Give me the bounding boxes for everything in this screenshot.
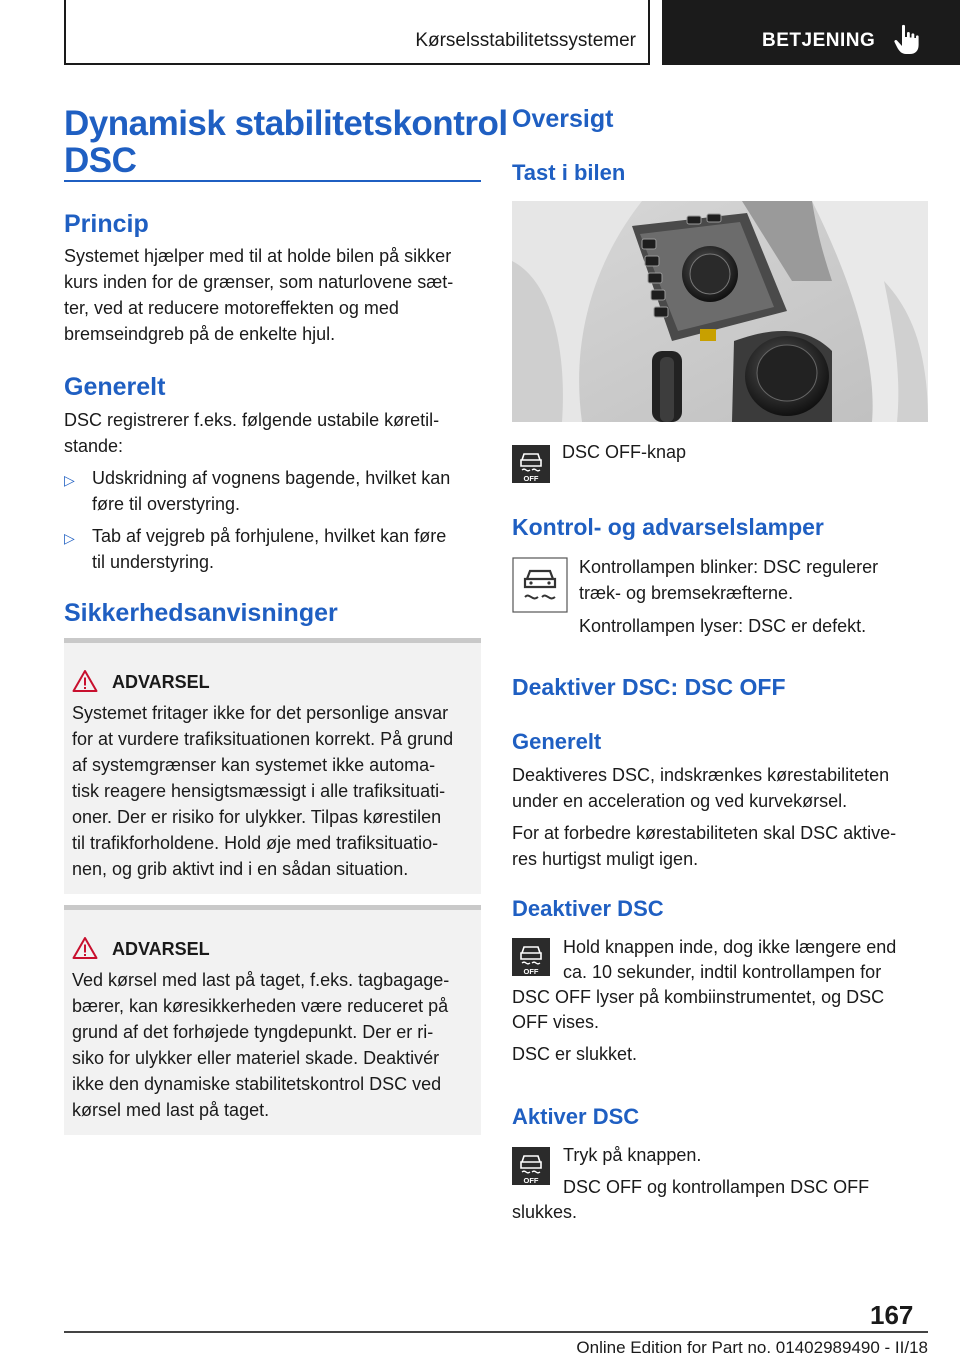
heading-princip: Princip <box>64 210 149 238</box>
generelt-right-line-4: res hurtigst muligt igen. <box>512 849 699 869</box>
warning-2-line-6: kørsel med last på taget. <box>72 1100 270 1120</box>
generelt-intro-2: stande: <box>64 436 124 456</box>
dsc-off-icon-label: OFF <box>523 1176 539 1185</box>
dsc-off-icon-label: OFF <box>523 474 539 483</box>
warning-1-line-7: nen, og grib aktivt ind i en sådan situation. <box>72 859 409 879</box>
princip-line-2: kurs inden for de grænser, som naturlovene sæt‐ <box>64 272 454 292</box>
header-frame-right <box>648 0 650 65</box>
generelt-right-line-3: For at forbedre kørestabiliteten skal DSC aktive‐ <box>512 823 897 843</box>
heading-sikkerhedsanvisninger: Sikkerhedsanvisninger <box>64 599 338 627</box>
deaktiver-line-4: OFF vises. <box>512 1012 600 1032</box>
aktiver-line-3: slukkes. <box>512 1202 578 1222</box>
bullet-1-line-1: Udskridning af vognens bagende, hvilket kan <box>92 468 451 488</box>
warning-box-2 <box>64 905 481 1135</box>
warning-2-line-2: bærer, kan køresikkerheden være reduceret på <box>72 996 449 1016</box>
warning-2-line-4: siko for ulykker eller materiel skade. Deaktivér <box>72 1048 440 1068</box>
page-title-line2: DSC <box>64 141 137 180</box>
deaktiver-line-2: ca. 10 sekunder, indtil kontrollampen for <box>563 962 882 982</box>
dsc-off-icon <box>512 445 550 483</box>
warning-2-line-1: Ved kørsel med last på taget, f.eks. tagbagage‐ <box>72 970 450 990</box>
warning-box-1 <box>64 638 481 894</box>
page-number: 167 <box>870 1300 914 1330</box>
heading-deaktiver-dsc: Deaktiver DSC <box>512 896 664 921</box>
heading-oversigt: Oversigt <box>512 105 614 133</box>
heading-deaktiver-dsc-off: Deaktiver DSC: DSC OFF <box>512 674 786 700</box>
warning-1-line-5: oner. Der er risiko for ulykker. Tilpas kørestilen <box>72 807 442 827</box>
warning-1-line-3: af systemgrænser kan systemet ikke automa‐ <box>72 755 436 775</box>
heading-tast-i-bilen: Tast i bilen <box>512 160 626 185</box>
chapter-tab[interactable] <box>662 0 960 65</box>
footer-edition: Online Edition for Part no. 01402989490 - II/18 <box>576 1338 928 1357</box>
triangle-bullet-icon: ▷ <box>64 530 75 546</box>
header-frame-left <box>64 0 66 65</box>
aktiver-line-1: Tryk på knappen. <box>563 1145 702 1165</box>
section-title: Kørselsstabilitetssystemer <box>415 30 636 51</box>
dsc-off-icon <box>512 938 550 976</box>
warning-1-line-4: tisk reagere hensigtsmæssigt i alle trafiksituati‐ <box>72 781 446 801</box>
heading-generelt-left: Generelt <box>64 373 166 401</box>
heading-kontrol-advarselslamper: Kontrol- og advarselslamper <box>512 514 824 540</box>
warning-body <box>72 967 476 1123</box>
warning-2-line-5: ikke den dynamiske stabilitetskontrol DSC ved <box>72 1074 442 1094</box>
princip-line-1: Systemet hjælper med til at holde bilen på sikker <box>64 246 452 266</box>
bullet-2-line-1: Tab af vejgreb på forhjulene, hvilket kan føre <box>92 526 447 546</box>
kontrol-line-1: Kontrollampen blinker: DSC regulerer <box>579 557 879 577</box>
warning-title: ADVARSEL <box>112 939 210 959</box>
deaktiver-line-1: Hold knappen inde, dog ikke længere end <box>563 937 897 957</box>
footer-rule <box>64 1331 928 1333</box>
generelt-right-line-1: Deaktiveres DSC, indskrænkes kørestabiliteten <box>512 765 890 785</box>
header-rule <box>64 63 650 65</box>
heading-generelt-right: Generelt <box>512 729 602 754</box>
generelt-intro-1: DSC registrerer f.eks. følgende ustabile køretil‐ <box>64 410 440 430</box>
princip-line-4: bremseindgreb på de enkelte hjul. <box>64 324 336 344</box>
kontrol-line-2: træk- og bremsekræfterne. <box>579 583 794 603</box>
warning-triangle-icon <box>72 936 98 960</box>
dsc-off-icon <box>512 1147 550 1185</box>
triangle-bullet-icon: ▷ <box>64 472 75 488</box>
center-console-photo <box>512 201 928 422</box>
pointing-hand-icon <box>893 24 921 56</box>
warning-title: ADVARSEL <box>112 672 210 692</box>
warning-1-line-1: Systemet fritager ikke for det personlige ansvar <box>72 703 449 723</box>
bullet-2-line-2: til understyring. <box>92 551 215 572</box>
chapter-tab-label: BETJENING <box>762 30 876 51</box>
warning-body <box>72 700 476 882</box>
aktiver-line-2: DSC OFF og kontrollampen DSC OFF <box>563 1177 870 1197</box>
title-underline <box>64 180 481 182</box>
dsc-warning-lamp-icon <box>512 557 568 613</box>
warning-1-line-2: for at vurdere trafiksituationen korrekt. På grund <box>72 729 454 749</box>
dsc-off-icon-label: OFF <box>523 967 539 976</box>
heading-aktiver-dsc: Aktiver DSC <box>512 1104 640 1129</box>
warning-triangle-icon <box>72 669 98 693</box>
page-title-line1: Dynamisk stabilitetskontrol <box>64 104 508 143</box>
kontrol-line-3: Kontrollampen lyser: DSC er defekt. <box>579 616 867 636</box>
warning-2-line-3: grund af det forhøjede tyngdepunkt. Der er ri‐ <box>72 1022 434 1042</box>
warning-1-line-6: til trafikforholdene. Hold øje med trafiksituatio‐ <box>72 833 439 853</box>
generelt-right-line-2: under en acceleration og ved kurvekørsel. <box>512 791 848 811</box>
deaktiver-result: DSC er slukket. <box>512 1044 638 1064</box>
deaktiver-line-3: DSC OFF lyser på kombiinstrumentet, og DSC <box>512 987 885 1007</box>
dsc-off-key-label: DSC OFF-knap <box>562 442 687 462</box>
princip-line-3: ter, ved at reducere motoreffekten og med <box>64 298 399 318</box>
bullet-1-line-2: føre til overstyring. <box>92 493 241 514</box>
